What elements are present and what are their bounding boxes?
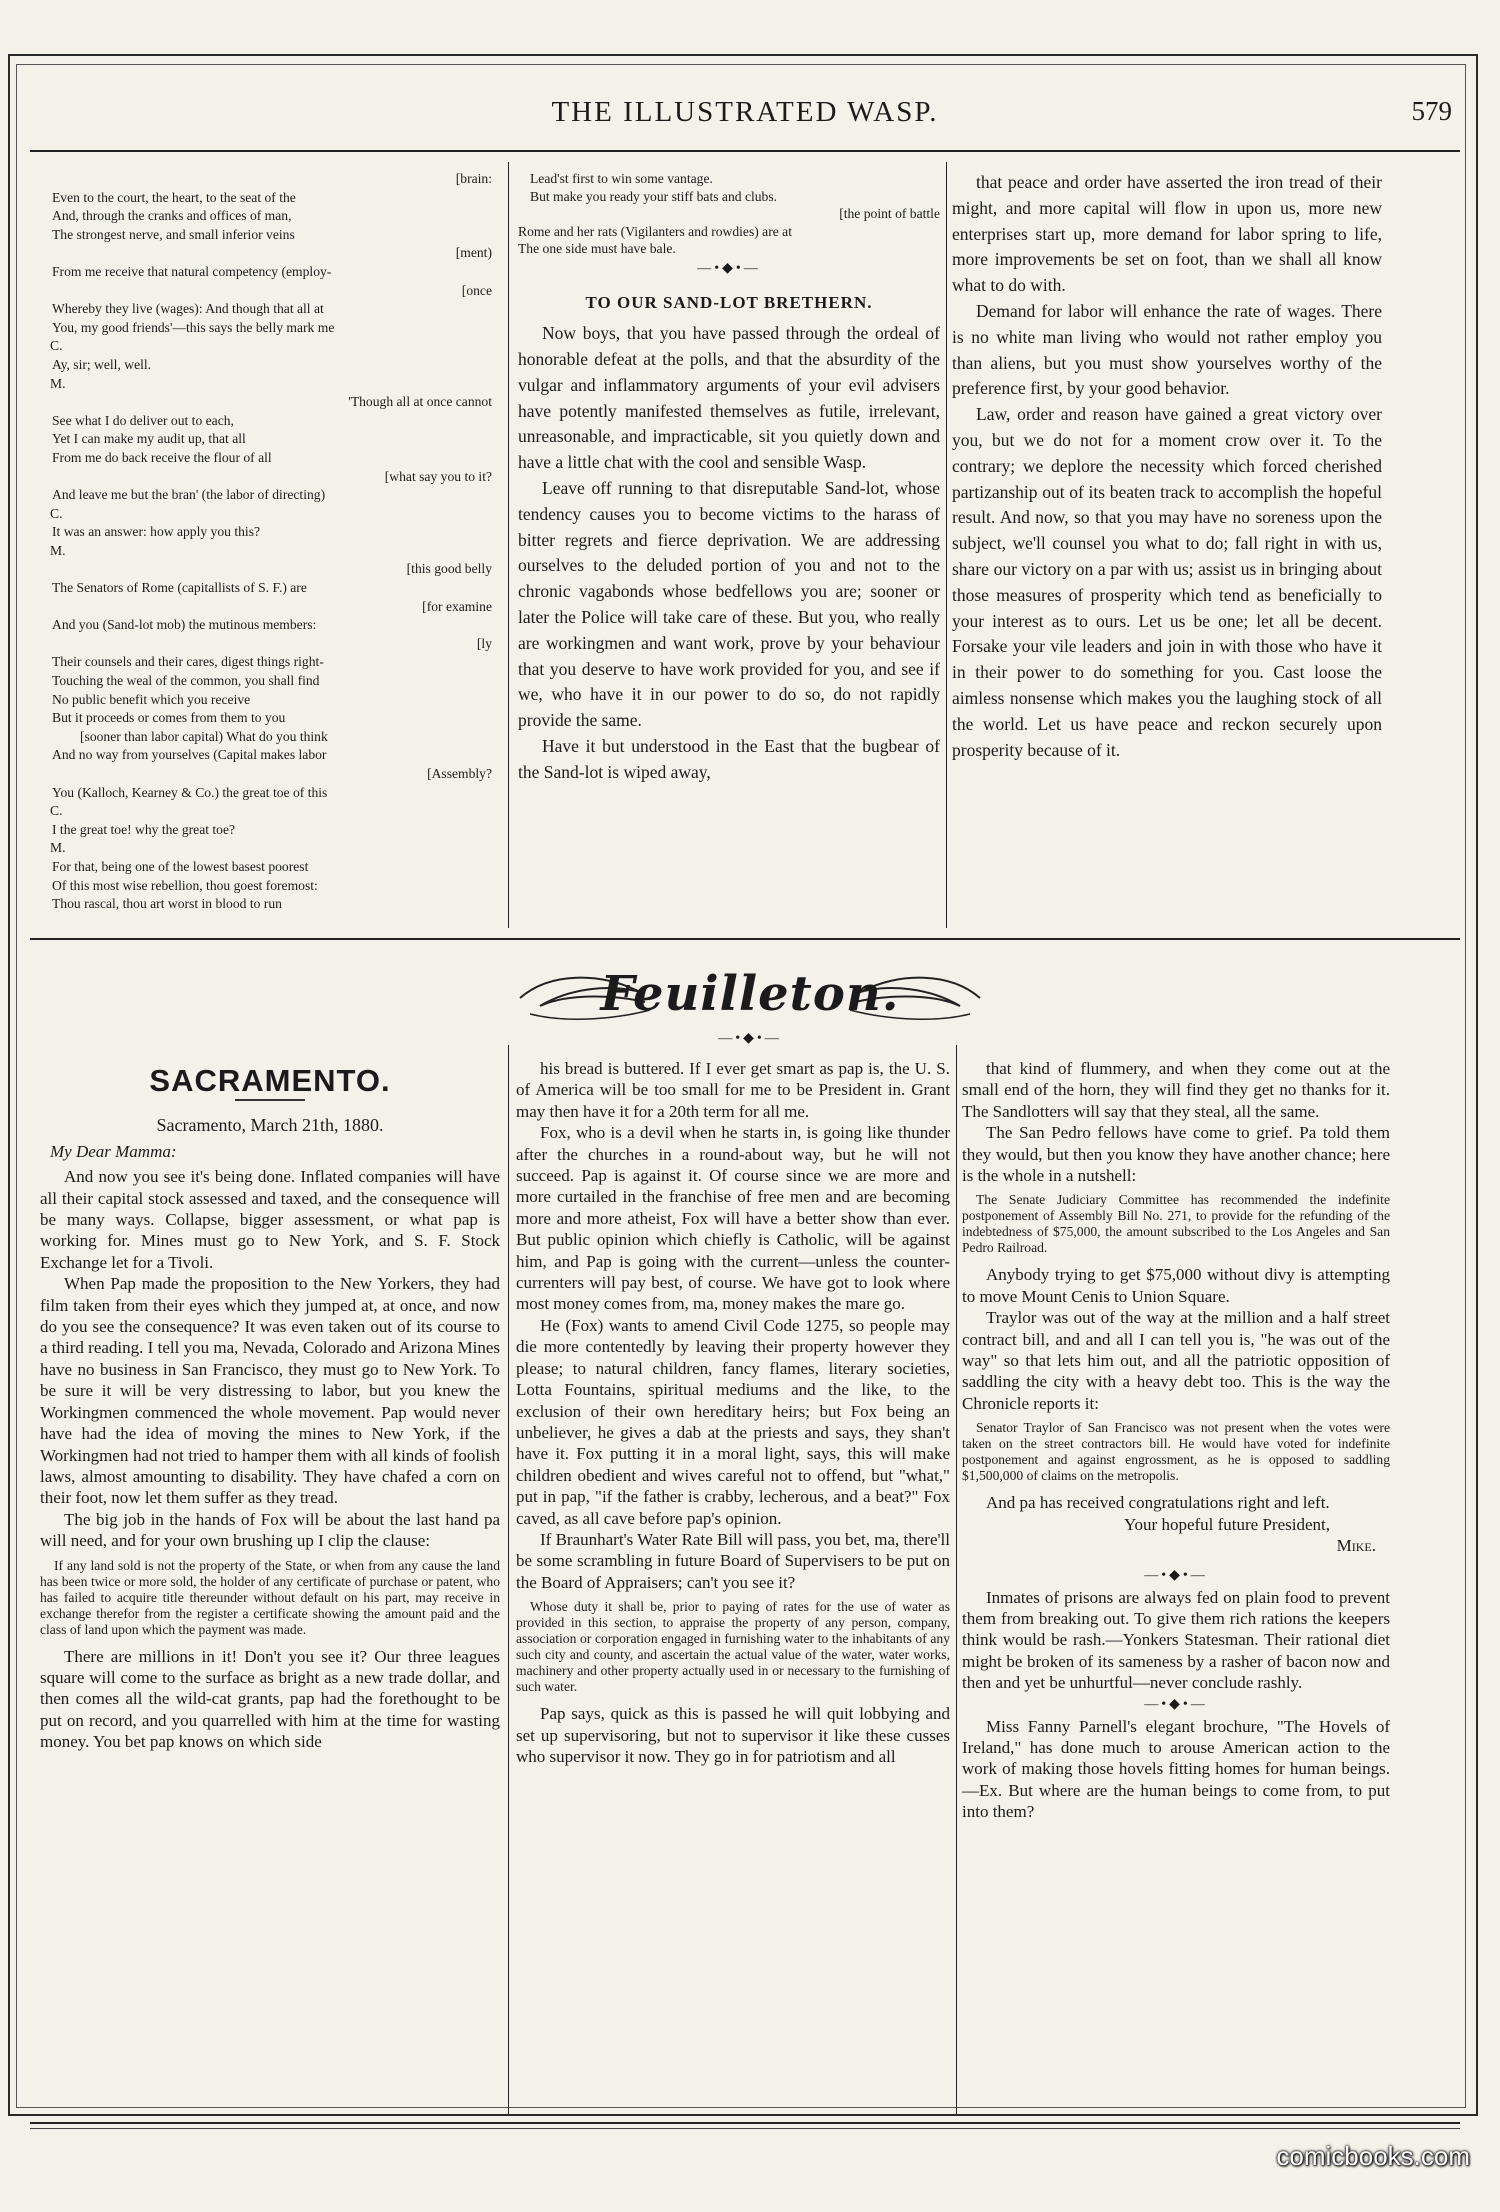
speaker-label: M. [50,375,66,391]
column-divider [508,1045,509,2115]
poem-line: Whereby they live (wages): And though that all at [52,301,324,317]
news-item: Miss Fanny Parnell's elegant brochure, "The Hovels of Ireland," has done much to arouse American action to the work of making those hovels fitting homes for human beings.—Ex. But where are the human beings to come from, to put into them? [962,1716,1390,1822]
paragraph: Traylor was out of the way at the million and a half street contract bill, and and all I can tell you is, "he was out of the way" so that lets him out, and all the patriotic opposition of saddling the city with a heavy debt too. This is the way the Chronicle reports it: [962,1308,1390,1413]
poem-line: Touching the weal of the common, you shall find [52,673,320,689]
paragraph: Now boys, that you have passed through the ordeal of honorable defeat at the polls, and that the absurdity of the vulgar and inflammatory arguments of your evil advisers have potently manifested themselves as futile, irrelevant, unreasonable, and impracticable, sit you quietly down and have a little chat with the cool and sensible Wasp. [518,323,940,473]
poem-line: No public benefit which you receive [52,691,251,707]
feuilleton-title: Feuilleton. [600,966,900,1022]
poem-line: Their counsels and their cares, digest things right- [52,654,324,670]
poem-line: [for examine [422,598,492,614]
paragraph: Pap says, quick as this is passed he will quit lobbying and set up supervisoring, but not to supervisor it like these cusses who supervisor it now. They go in for patriotism and all [516,1704,950,1766]
poem-line: The one side must have bale. [518,241,676,256]
letter-body [962,1058,1390,1186]
clause-text: Whose duty it shall be, prior to paying of rates for the use of water as provided in this section, to appraise the property of any person, company, association or corporation engaged in furnishing water to the inhabitants of any such city and county, and ascertain the actual value of the water, water works, machinery and other property actually used in or necessary to the furnishing of such water. [516,1599,950,1695]
poem-line: But it proceeds or comes from them to you [52,710,286,726]
speaker-label: C. [50,803,63,819]
paragraph: If Braunhart's Water Rate Bill will pass, you bet, ma, there'll be some scrambling in future Board of Supervisers to be put on the Board of Appraisers; can't you see it? [516,1529,950,1592]
paragraph: Have it but understood in the East that the bugbear of the Sand-lot is wiped away, [518,736,940,782]
editorial-body [518,321,940,785]
clause-text: If any land sold is not the property of the State, or when from any cause the land has been twice or more sold, the holder of any certificate of purchase or patent, who has failed to acquire title thereunder without default on his part, may receive in exchange therefor from the register a certificate showing the amount paid and the class of land upon which the payment was made. [40,1557,500,1637]
letter-body [40,1166,500,1551]
column-divider [946,162,947,928]
poem-line: [what say you to it? [384,468,492,484]
letter-column-right [962,1058,1390,1823]
speaker-label: C. [50,338,63,354]
poem-continuation [518,170,940,258]
poem-line: And you (Sand-lot mob) the mutinous members: [52,617,317,633]
masthead-title: THE ILLUSTRATED WASP. [551,96,939,128]
title-underline [235,1099,305,1101]
speaker-label: M. [50,542,66,558]
poem-line: [Assembly? [427,766,492,781]
letter-body-continued [40,1646,500,1753]
poem-line: The strongest nerve, and small inferior veins [52,226,295,242]
banner-ornament: —•◆•— [718,1031,782,1046]
letter-closing [962,1514,1390,1535]
letter-salutation: My Dear Mamma: [50,1141,177,1161]
poem-line: From me receive that natural competency (employ- [52,263,332,279]
section-rule [30,938,1460,940]
paragraph: He (Fox) wants to amend Civil Code 1275, so people may die more contentedly by leaving their property however they please; to natural children, fancy flames, literary societies, Lotta Fountains, spiritual mediums and the like, to the exclusion of their own hereditary heirs; but Fox being an unbeliever, he gives a dab at the priests and says, they shan't have it. Fox putting it in a moral light, says, this will make children obedient and wives careful not to offend, but "what," put in pap, "if the father is crabby, lecherous, and a beat?" Fox caved, as all cave before pap's opinion. [516,1315,950,1528]
letter-body [516,1058,950,1593]
poem-line: You (Kalloch, Kearney & Co.) the great toe of this [52,784,328,800]
feuilleton-banner [510,962,990,1034]
editorial-column-right [952,170,1382,763]
poem-line: The Senators of Rome (capitallists of S. F.) are [52,580,307,596]
letter-body-end [962,1492,1390,1513]
letter-body-continued [516,1703,950,1767]
poem-line: [once [461,282,492,298]
poem-line: From me do back receive the flour of all [52,449,272,465]
poem-line: Even to the court, the heart, to the seat of the [52,189,296,205]
poem-line: It was an answer: how apply you this? [52,524,261,540]
quoted-clause [40,1558,500,1638]
news-item: Inmates of prisons are always fed on plain food to prevent them from breaking out. To give them rich rations the keepers think would be rash.—Yonkers Statesman. Their rational diet might be broken of its sameness by a rasher of bacon now and then and yet be unhurtful—never conclude rashly. [962,1587,1390,1693]
poem-line: [ly [476,635,492,651]
poem-line: I the great toe! why the great toe? [52,821,236,837]
letter-column-middle [516,1058,950,1767]
poem-line: Yet I can make my audit up, that all [52,431,246,447]
poem-line: For that, being one of the lowest basest poorest [52,858,309,874]
page-number: 579 [1411,96,1452,126]
poem-line: [brain: [455,171,492,186]
speaker-label: M. [50,840,66,856]
quoted-clause [962,1192,1390,1256]
poem-line: Rome and her rats (Vigilanters and rowdies) are at [518,223,792,239]
letter-body-continued [962,1264,1390,1414]
letter-signature [962,1535,1390,1556]
poem-line: Ay, sir; well, well. [52,356,152,372]
poem-line: [the point of battle [839,206,940,221]
poem-line: [ment) [455,245,492,261]
quoted-clause [516,1599,950,1695]
poem-line: And leave me but the bran' (the labor of directing) [52,487,326,503]
section-ornament: —•◆•— [697,260,761,276]
poem-line: And, through the cranks and offices of man, [52,208,292,224]
footer-rule [30,2122,1460,2124]
paragraph: Fox, who is a devil when he starts in, is going like thunder after the churches in a round-about way, but he will not succeed. Pap is against it. Of course since we are more and more curtailed in the franchise of free men and are becoming more and more atheist, Fox will have a better show than ever. But public opinion which chiefly is Catholic, will be against him, and Pap is going with the current—unless the counter-currenters will pay best, of course. We have got to look where most money comes from, ma, money makes the mare go. [516,1123,950,1314]
poem-line: You, my good friends'—this says the belly mark me [52,319,335,335]
poem-line: And no way from yourselves (Capital makes labor [52,747,327,763]
poem-line: [this good belly [406,561,492,577]
clause-text: Senator Traylor of San Francisco was not present when the votes were taken on the street contractors bill. He would have voted for indefinite postponement and against engrossment, as he is opposed to saddling $1,500,000 of claims on the metropolis. [962,1420,1390,1484]
poem-line: See what I do deliver out to each, [52,412,234,428]
closing-text: Your hopeful future President, [1123,1514,1330,1534]
paragraph: that kind of flummery, and when they come out at the small end of the horn, they will find they get no thanks for it. The Sandlotters will say that they steal, all the same. [962,1059,1390,1121]
paragraph: Law, order and reason have gained a great victory over you, but we do not for a moment crow over it. To the contrary; we deplore the necessity which forced cherished partizanship out of its beaten track to accomplish the hopeful result. And now, so that you may have no soreness upon the subject, we'll counsel you what to do; fall right in with us, share our victory on a par with us; assist us in bringing about those measures of prosperity which tend as beneficially to your interest as to ours. Let us be one; let all be decent. Forsake your vile leaders and join in with those who have it in their power to do something for you. Cast loose the aimless nonsense which makes you the laughing stock of all the world. Let us have peace and reckon securely upon prosperity because of it. [952,404,1382,760]
quoted-clause [962,1420,1390,1484]
paragraph: The big job in the hands of Fox will be about the last hand pa will need, and for your own brushing up I clip the clause: [40,1509,500,1551]
paragraph: And now you see it's being done. Inflated companies will have all their capital stock assessed and taxed, and the consequence will be many ways. Collapse, bigger assessment, or what pap is working for. Mines must go to New York, and S. F. Stock Exchange let for a Tivoli. [40,1167,500,1272]
paragraph: And pa has received congratulations right and left. [986,1493,1330,1513]
letter-dateline: Sacramento, March 21th, 1880. [156,1115,384,1136]
poem-line: [sooner than labor capital) What do you think [80,728,328,744]
paragraph: Leave off running to that disreputable Sand-lot, whose tendency causes you to become victims to the harass of bitter regrets and fierce deprivation. We are addressing ourselves to the deluded portion of you and not to the chronic vagabonds whose bedfellows you are; sooner or later the Police will take care of these. But you, who really are workingmen and want work, prove by your behaviour that you deserve to have work provided for you, and see if we, who have it in our power to do so, do not rapidly provide the same. [518,478,940,731]
poem-line: Of this most wise rebellion, thou goest foremost: [52,877,318,893]
item-separator: —•◆•— [1144,1567,1208,1583]
poem-line: But make you ready your stiff bats and clubs. [530,188,778,204]
clause-text: The Senate Judiciary Committee has recommended the indefinite postponement of Assembly Bill No. 271, to provide for the refunding of the indebtedness of $75,000, the amount subscribed to the Los Angeles and San Pedro Railroad. [962,1192,1390,1256]
letter-title: SACRAMENTO. [149,1063,391,1098]
paragraph: Anybody trying to get $75,000 without divy is attempting to move Mount Cenis to Union Square. [962,1265,1390,1306]
letter-column-left [40,1048,500,1753]
header-rule [30,150,1460,152]
paragraph: Demand for labor will enhance the rate of wages. There is no white man living who would not rather employ you than aliens, but you must show yourselves worthy of the preference first, by your good behavior. [952,300,1382,399]
paragraph: that peace and order have asserted the iron tread of their might, and more capital will flow in upon us, more new enterprises start up, more demand for labor spring to life, more improvements be set on foot, than we shall all know what to do with. [952,172,1382,296]
paragraph: There are millions in it! Don't you see it? Our three leagues square will come to the surface as bright as a new trade dollar, and then comes all the wild-cat grants, pap had the forethought to be put on record, and you quarrelled with him at the time for wasting money. You bet pap knows on which side [40,1646,500,1752]
editorial-column-middle [518,170,940,786]
poem-line: 'Though all at once cannot [348,394,492,410]
footer-rule-thin [30,2128,1460,2129]
item-separator: —•◆•— [1144,1696,1208,1712]
site-watermark: comicbooks.com [1276,2141,1470,2171]
editorial-heading: TO OUR SAND-LOT BRETHERN. [585,292,873,312]
paragraph: his bread is buttered. If I ever get smart as pap is, the U. S. of America will be too small for me to be President in. Grant may then have it for a 20th term for all me. [516,1059,950,1121]
poem-line: Thou rascal, thou art worst in blood to run [52,896,282,912]
page-header [30,92,1460,136]
column-divider [956,1045,957,2115]
paragraph: When Pap made the proposition to the New Yorkers, they had film taken from their eyes which they jumped at, at once, and now do you see the consequence? It was even taken out of its course to a third reading. I tell you ma, Nevada, Colorado and Arizona Mines have no business in San Francisco, they must go to New York. To be sure it will be very distressing to labor, but you knew the Workingmen commenced the whole movement. Pap would never have had the idea of moving the mines to New York, if the Workingmen had not tried to hamper them with all kinds of foolish laws, almost amounting to disability. They have chafed a corn on their foot, now let them suffer as they tread. [40,1274,500,1508]
paragraph: The San Pedro fellows have come to grief. Pa told them they would, but then you know they have another chance; here is the whole in a nutshell: [962,1123,1390,1186]
speaker-label: C. [50,505,63,521]
poem-line: Lead'st first to win some vantage. [530,171,713,186]
signature-text: Mike. [1336,1536,1376,1556]
column-divider [508,162,509,928]
poem-column [40,170,492,914]
